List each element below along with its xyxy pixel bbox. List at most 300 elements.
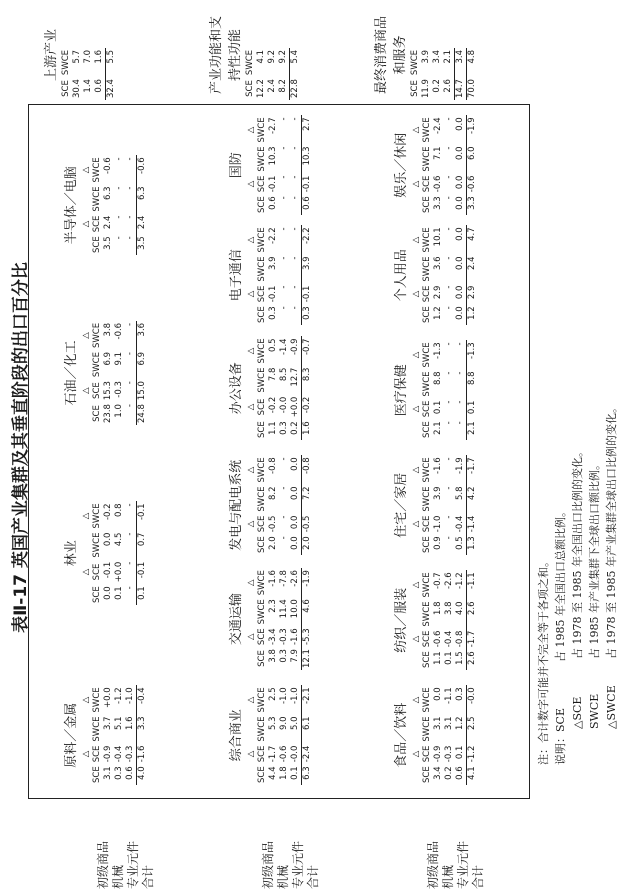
total-value: 2.1	[467, 419, 479, 440]
total-value: 4.7	[467, 225, 479, 254]
total-value: 3.5	[137, 234, 149, 255]
row-label: 合计	[306, 864, 320, 889]
cluster-table	[411, 685, 478, 785]
cluster-title: 石油／化工	[64, 340, 79, 406]
cell-value: 1.8	[433, 601, 443, 616]
delta-arrow	[246, 714, 257, 743]
cell-value: 0.3	[279, 421, 289, 435]
cluster-block	[390, 115, 478, 215]
table-row	[433, 455, 444, 555]
delta-arrow	[246, 647, 257, 670]
page-title: 表Ⅱ-17 英国产业集群及其垂直阶段的出口百分比	[11, 262, 31, 633]
delta-arrow: △	[411, 635, 421, 643]
cell-value: +0.0	[103, 687, 113, 709]
delta-arrow: △	[81, 696, 91, 704]
summary-title: 最终消费商品和服务	[374, 16, 408, 95]
delta-arrow: △	[246, 180, 256, 188]
cell-value: 0.3	[279, 649, 289, 663]
row-label: 合计	[141, 864, 155, 889]
delta-arrow	[81, 531, 92, 560]
cell-value: 1.8	[279, 766, 289, 780]
total-row	[467, 685, 479, 785]
row-label: 合计	[471, 864, 485, 889]
cell-value: 0.0	[455, 146, 465, 161]
cell-value: 3.4	[433, 766, 443, 780]
cell-value: 0.0	[455, 117, 465, 131]
col-header: SWCE	[92, 716, 102, 742]
cell-value: 0.0	[290, 457, 300, 471]
delta-arrow: △	[246, 236, 256, 244]
cell-value: 1.2	[433, 306, 443, 320]
cell-value: -2.6	[290, 570, 300, 587]
table-row	[267, 48, 278, 100]
delta-arrow	[246, 534, 257, 555]
cell-value: 3.1	[444, 716, 454, 731]
cluster-table	[246, 685, 313, 785]
cell-value: 12.2	[256, 79, 266, 98]
total-value: 0.1	[467, 399, 479, 420]
delta-arrow: △	[411, 290, 421, 298]
cell-value: -0.2	[103, 503, 113, 521]
cell-value: 0.6	[455, 766, 465, 780]
cell-value: +0.0	[290, 396, 300, 418]
cell-value: 3.8	[444, 601, 454, 616]
col-header: SCE	[257, 285, 267, 303]
grand-total-value: 70.0	[467, 79, 477, 98]
col-header: SCE	[257, 515, 267, 533]
notes	[535, 402, 620, 765]
cell-value: -0.1	[103, 561, 113, 579]
total-value: 3.3	[467, 194, 479, 215]
cell-value: 1.1	[433, 651, 443, 665]
notes-items	[552, 402, 620, 765]
table-row	[421, 48, 432, 100]
delta-arrow: △	[81, 387, 91, 394]
cluster-block	[390, 570, 478, 670]
cell-value: -1.3	[433, 342, 443, 359]
cluster-title: 国防	[229, 152, 244, 179]
cluster-table	[411, 570, 478, 670]
delta-arrow: △	[246, 403, 256, 411]
cell-value: -	[279, 175, 289, 179]
delta-arrow: △	[411, 581, 421, 589]
note-item	[569, 402, 586, 765]
delta-arrow	[411, 714, 422, 743]
delta-arrow	[411, 144, 422, 173]
cluster-block	[60, 155, 148, 255]
cell-value: 0.3	[114, 766, 124, 780]
delta-arrow	[246, 304, 257, 325]
cell-value: 0.2	[290, 421, 300, 435]
cell-value: -	[114, 215, 124, 219]
total-value: -1.2	[467, 744, 479, 765]
cell-value: -	[125, 404, 135, 408]
col-header: SCE	[422, 306, 432, 323]
total-value: -0.7	[302, 336, 314, 365]
cell-value: -1.2	[114, 687, 124, 704]
cell-value: 3.7	[103, 716, 113, 731]
cell-value: 1.0	[114, 404, 124, 418]
col-header: SCE	[61, 80, 71, 97]
cell-value: 4.4	[268, 766, 278, 780]
total-row	[467, 455, 479, 555]
cell-value: 2.4	[103, 215, 113, 230]
delta-arrow	[411, 194, 422, 215]
cell-value: 0.3	[455, 687, 465, 701]
col-header: SWCE	[245, 49, 255, 76]
col-header: SWCE	[422, 716, 432, 742]
note-key: SCE	[554, 708, 567, 732]
delta-arrow	[411, 484, 422, 513]
table-row	[103, 685, 114, 785]
cluster-title: 纺织／服装	[394, 587, 409, 653]
table-row	[433, 115, 444, 215]
cell-value: -	[455, 371, 465, 375]
total-value: 3.4	[455, 48, 467, 77]
desc-label: 说明：	[554, 732, 567, 765]
cell-value: -3.4	[268, 628, 278, 645]
delta-arrow	[246, 484, 257, 513]
table-row	[433, 570, 444, 670]
total-value: 0.3	[302, 304, 314, 325]
table-row	[268, 115, 279, 215]
cell-value: 5.7	[72, 49, 82, 64]
cell-value: 3.3	[433, 196, 443, 210]
total-value: 4.6	[302, 597, 314, 626]
total-value: -0.1	[302, 284, 314, 305]
cell-value: -0.3	[125, 745, 135, 763]
cell-value: -0.4	[444, 630, 454, 648]
table-row	[279, 225, 290, 325]
col-header: SWCE	[92, 186, 102, 212]
cell-value: 30.4	[72, 79, 82, 98]
total-value: 2.0	[302, 534, 314, 555]
note-text: 占 1978 至 1985 年全国出口比例的变化。	[571, 446, 584, 659]
cluster-title: 原料／金属	[64, 702, 79, 768]
total-row	[302, 115, 314, 215]
cell-value: -	[444, 306, 454, 310]
table-row	[268, 455, 279, 555]
cluster-block	[60, 685, 148, 785]
cluster-table	[411, 455, 478, 555]
cluster-block	[60, 321, 148, 425]
cell-value: -	[125, 236, 135, 240]
row-label-group	[261, 799, 321, 889]
cluster-table	[246, 568, 313, 670]
cell-value: 12.7	[290, 367, 300, 387]
note-key: SWCE	[588, 693, 601, 729]
cell-value: -1.2	[455, 572, 465, 589]
delta-arrow	[81, 714, 92, 743]
total-value: -0.8	[302, 455, 314, 484]
cell-value: -0.0	[279, 396, 289, 414]
cell-value: -	[444, 421, 454, 425]
delta-arrow: △	[411, 466, 421, 474]
col-header: SWCE	[92, 322, 102, 349]
cell-value: 0.0	[455, 175, 465, 190]
col-header: SWCE	[92, 532, 102, 558]
cell-value: -	[444, 175, 454, 179]
col-header: SCE	[422, 421, 432, 438]
col-header: SCE	[422, 400, 432, 418]
col-header: SWCE	[257, 570, 267, 596]
cell-value: -	[444, 146, 454, 150]
table-row	[433, 225, 444, 325]
total-row	[302, 225, 314, 325]
delta-arrow: △	[411, 405, 421, 413]
total-value: 2.5	[467, 714, 479, 743]
total-value: 7.2	[302, 484, 314, 513]
cell-value: -2.4	[433, 117, 443, 134]
total-value: 1.2	[467, 304, 479, 325]
delta-arrow: △	[411, 351, 421, 359]
cell-value: -	[290, 175, 300, 179]
table-row	[279, 115, 290, 215]
cell-value: -	[125, 157, 135, 161]
row-label: 机械	[111, 864, 125, 889]
table-row	[268, 568, 279, 670]
col-header: SCE	[422, 630, 432, 648]
cell-value: 10.3	[268, 146, 278, 166]
cell-value: 0.1	[455, 745, 465, 760]
cell-value: 3.9	[433, 486, 443, 501]
col-header: SWCE	[92, 687, 102, 713]
total-row	[302, 455, 314, 555]
table-row	[83, 48, 94, 100]
cell-value: 1.4	[83, 79, 93, 93]
cell-value: 3.4	[432, 49, 442, 64]
total-value: -0.6	[467, 174, 479, 195]
cell-value: -	[455, 400, 465, 404]
cell-value: -	[444, 457, 454, 461]
total-value: 5.5	[106, 48, 118, 77]
cell-value: -	[455, 342, 465, 346]
table-row	[455, 115, 467, 215]
delta-arrow	[246, 419, 257, 440]
cell-value: 1.2	[455, 716, 465, 731]
total-value: 8.3	[302, 366, 314, 395]
cluster-table	[246, 455, 313, 555]
cell-value: -	[279, 117, 289, 121]
delta-arrow: △	[246, 579, 256, 586]
total-row	[137, 501, 149, 605]
cell-value: 8.8	[433, 371, 443, 386]
cluster-title: 半导体／电脑	[64, 166, 79, 245]
total-value: -1.7	[467, 455, 479, 484]
table-row	[125, 501, 137, 605]
cell-value: 4.1	[256, 49, 266, 64]
cell-value: -	[125, 352, 135, 356]
row-label: 初级商品	[261, 840, 275, 889]
cell-value: 0.0	[290, 536, 300, 550]
total-value: -0.1	[137, 501, 149, 530]
cell-value: 2.1	[443, 49, 453, 64]
cell-value: 0.0	[455, 196, 465, 210]
cell-value: 10.0	[290, 599, 300, 619]
cell-value: 3.1	[433, 716, 443, 731]
total-value: -1.4	[467, 514, 479, 535]
cluster-title: 综合商业	[229, 709, 244, 762]
summary-title: 产业功能和支持性功能	[209, 16, 243, 95]
total-value: 2.6	[467, 599, 479, 628]
cell-value: 0.1	[290, 766, 300, 780]
cluster-title: 办公设备	[229, 362, 244, 415]
cluster-table	[81, 321, 148, 425]
table-row	[125, 155, 137, 255]
total-row	[137, 155, 149, 255]
cell-value: -	[455, 421, 465, 425]
col-header: SWCE	[257, 687, 267, 713]
cell-value: -0.6	[433, 630, 443, 648]
total-value: -0.5	[302, 514, 314, 535]
col-header: SWCE	[92, 352, 102, 378]
cell-value: 0.0	[455, 285, 465, 300]
table-row	[103, 501, 114, 605]
table-row	[279, 336, 290, 440]
cell-value: 6.3	[103, 186, 113, 201]
col-header: SWCE	[422, 117, 432, 143]
table-row	[279, 455, 290, 555]
col-header: SCE	[257, 536, 267, 553]
grand-total-row	[467, 48, 479, 100]
delta-arrow	[81, 764, 92, 785]
table-row	[94, 48, 106, 100]
cell-value: -	[114, 157, 124, 161]
total-value: -0.0	[467, 685, 479, 714]
total-value: 2.7	[302, 115, 314, 144]
summary-block	[205, 10, 301, 100]
cell-value: -1.9	[455, 457, 465, 474]
delta-arrow: △	[246, 126, 256, 134]
col-header: SWCE	[257, 256, 267, 282]
cluster-title: 食品／饮料	[394, 702, 409, 768]
summary-title: 上游产业	[44, 29, 59, 82]
total-row	[302, 568, 314, 670]
total-value: 0.1	[137, 584, 149, 605]
note-item	[603, 402, 620, 765]
cell-value: -2.6	[444, 572, 454, 589]
total-value: -1.7	[467, 629, 479, 650]
cell-value: -	[444, 285, 454, 289]
note-text: 占 1985 年全国出口总额比例。	[554, 506, 567, 662]
cell-value: -0.8	[455, 630, 465, 648]
cell-value: -	[279, 146, 289, 150]
col-header: SWCE	[257, 367, 267, 393]
note-line: 注：合计数字可能并不完全等于各项之和。	[537, 556, 550, 765]
cell-value: 0.1	[444, 651, 454, 665]
row-label: 初级商品	[426, 840, 440, 889]
col-header: SCE	[257, 421, 267, 438]
cell-value: 0.1	[433, 400, 443, 415]
cell-value: -	[290, 256, 300, 260]
col-header: SWCE	[422, 486, 432, 512]
cell-value: -	[444, 371, 454, 375]
note-item	[552, 402, 569, 765]
cell-value: -0.6	[103, 157, 113, 174]
cell-value: 0.1	[114, 586, 124, 600]
note-key: △SCE	[571, 696, 584, 729]
table-row	[290, 336, 302, 440]
table-row	[455, 570, 467, 670]
cluster-title: 交通运输	[229, 593, 244, 646]
cell-value: 0.0	[433, 687, 443, 701]
cluster-block	[225, 115, 313, 215]
cell-value: 7.9	[290, 649, 300, 663]
total-value: 4.2	[467, 484, 479, 513]
cluster-title: 住宅／家居	[394, 472, 409, 538]
col-header: SWCE	[410, 49, 420, 76]
col-header: SWCE	[257, 716, 267, 742]
total-value: 8.8	[467, 369, 479, 398]
row-label: 初级商品	[96, 840, 110, 889]
cell-value: 8.2	[278, 79, 288, 93]
cell-value: 11.9	[421, 79, 431, 98]
cell-value: -	[290, 306, 300, 310]
total-value: 0.7	[137, 531, 149, 560]
table-row	[256, 48, 267, 100]
total-row	[467, 225, 479, 325]
cell-value: 0.8	[114, 503, 124, 517]
total-row	[137, 685, 149, 785]
table-row	[114, 501, 125, 605]
cell-value: -	[125, 532, 135, 536]
delta-arrow: △	[246, 466, 256, 474]
col-header: SCE	[257, 650, 267, 667]
cell-value: -	[444, 227, 454, 231]
cell-value: -	[279, 256, 289, 260]
col-header: SCE	[422, 651, 432, 668]
cell-value: 9.1	[114, 352, 124, 366]
cell-value: -	[444, 515, 454, 519]
table-row	[444, 570, 455, 670]
table-row	[114, 155, 125, 255]
cell-value: -0.5	[268, 515, 278, 533]
cell-value: -0.6	[279, 745, 289, 763]
col-header: SCE	[257, 628, 267, 646]
delta-arrow: △	[411, 236, 421, 244]
cell-value: 0.9	[433, 536, 443, 550]
table-row	[443, 48, 455, 100]
delta-arrow: △	[81, 220, 91, 228]
row-label-group	[426, 799, 486, 889]
col-header: SWCE	[422, 687, 432, 713]
table-row	[290, 225, 302, 325]
delta-arrow: △	[81, 750, 91, 758]
col-header: SCE	[92, 745, 102, 763]
cluster-block	[225, 455, 313, 555]
col-header: SCE	[422, 285, 432, 303]
cell-value: -	[279, 306, 289, 310]
cell-value: -0.0	[290, 745, 300, 763]
cell-value: -0.8	[268, 457, 278, 474]
delta-arrow	[411, 369, 422, 398]
col-header: SWCE	[61, 49, 71, 76]
table-row	[444, 685, 455, 785]
cluster-title: 林业	[64, 540, 79, 567]
cell-value: 9.2	[267, 49, 277, 64]
delta-arrow: △	[81, 568, 91, 576]
delta-arrow	[246, 144, 257, 173]
row-label: 专业元件	[456, 840, 470, 889]
cell-value: 0.5	[455, 536, 465, 550]
cell-value: 2.3	[268, 599, 278, 613]
total-value: 6.0	[467, 144, 479, 173]
cell-value: 9.0	[279, 716, 289, 731]
table-row	[444, 115, 455, 215]
table-row	[290, 568, 302, 670]
total-value: 1.3	[467, 534, 479, 555]
delta-arrow	[246, 194, 257, 215]
